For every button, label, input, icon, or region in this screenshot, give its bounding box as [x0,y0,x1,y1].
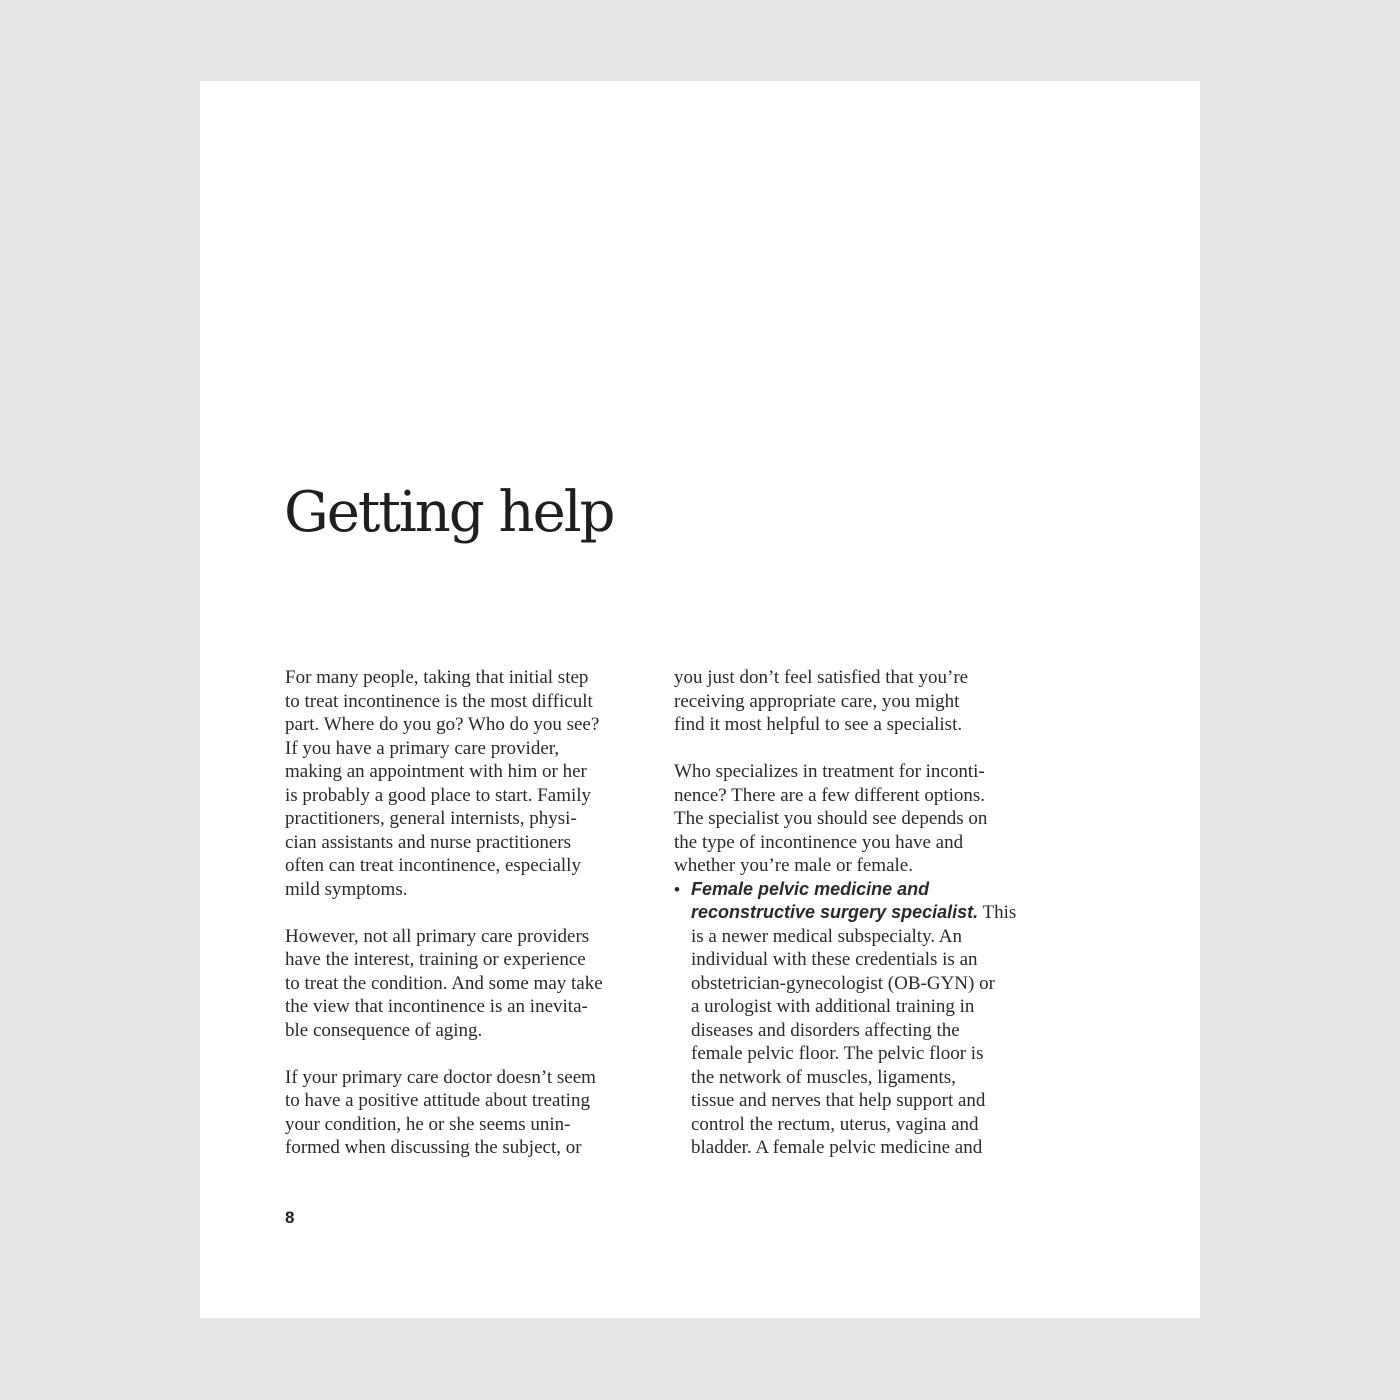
page-number: 8 [285,1208,295,1227]
right-column [674,666,1046,1160]
bullet-text: This [978,902,1017,923]
text-line: part. Where do you go? Who do you see? [285,714,600,735]
page-title: Getting help [284,480,614,545]
text-line: female pelvic floor. The pelvic floor is [691,1043,984,1064]
text-line: your condition, he or she seems unin- [285,1113,571,1135]
text-line: If you have a primary care provider, [285,737,560,759]
text-line: whether you’re male or female. [674,855,913,876]
paragraph [674,760,1046,878]
text-line: you just don’t feel satisfied that you’re [674,667,969,688]
text-line: practitioners, general internists, physi- [285,808,577,829]
text-line: bladder. A female pelvic medicine and [691,1137,983,1158]
bullet-term: reconstructive surgery specialist. [691,902,979,922]
book-page [200,81,1200,1318]
text-line: diseases and disorders affecting the [691,1019,960,1041]
text-line: to treat incontinence is the most difficult [285,690,593,712]
text-line: often can treat incontinence, especially [285,855,581,876]
bullet-marker: • [674,879,680,899]
text-line: For many people, taking that initial step [285,667,589,688]
text-line: to treat the condition. And some may take [285,972,603,994]
paragraph-gap [674,737,1046,761]
text-line: the view that incontinence is an inevita- [285,996,588,1017]
text-line: The specialist you should see depends on [674,808,988,829]
paragraph-gap [285,901,657,925]
text-line: control the rectum, uterus, vagina and [691,1113,979,1135]
paragraph [285,925,657,1043]
bullet-list-item [674,878,1046,1160]
text-line: a urologist with additional training in [691,996,975,1017]
text-line: obstetrician-gynecologist (OB-GYN) or [691,972,995,994]
text-line: the network of muscles, ligaments, [691,1066,956,1088]
text-line: is a newer medical subspecialty. An [691,925,963,947]
text-line: individual with these credentials is an [691,949,978,970]
text-line: to have a positive attitude about treating [285,1090,590,1111]
text-line: formed when discussing the subject, or [285,1137,582,1158]
text-line: However, not all primary care providers [285,925,590,947]
text-line: Who specializes in treatment for inconti- [674,761,985,782]
paragraph-gap [285,1042,657,1066]
text-line [691,901,1046,925]
text-line: mild symptoms. [285,878,408,900]
text-line: If your primary care doctor doesn’t seem [285,1066,596,1088]
text-line: ble consequence of aging. [285,1019,483,1041]
text-line: is probably a good place to start. Family [285,784,592,806]
paragraph [285,666,657,901]
left-column [285,666,657,1160]
text-line [691,878,1046,902]
text-line: nence? There are a few different options. [674,784,986,806]
text-line: receiving appropriate care, you might [674,690,960,712]
paragraph [285,1066,657,1160]
text-line: have the interest, training or experience [285,949,586,970]
bullet-term: Female pelvic medicine and [691,878,930,899]
text-line: making an appointment with him or her [285,761,587,782]
text-line: the type of incontinence you have and [674,831,964,853]
text-line: find it most helpful to see a specialist. [674,714,963,735]
text-line: tissue and nerves that help support and [691,1090,986,1111]
text-line: cian assistants and nurse practitioners [285,831,571,853]
paragraph [674,666,1046,737]
